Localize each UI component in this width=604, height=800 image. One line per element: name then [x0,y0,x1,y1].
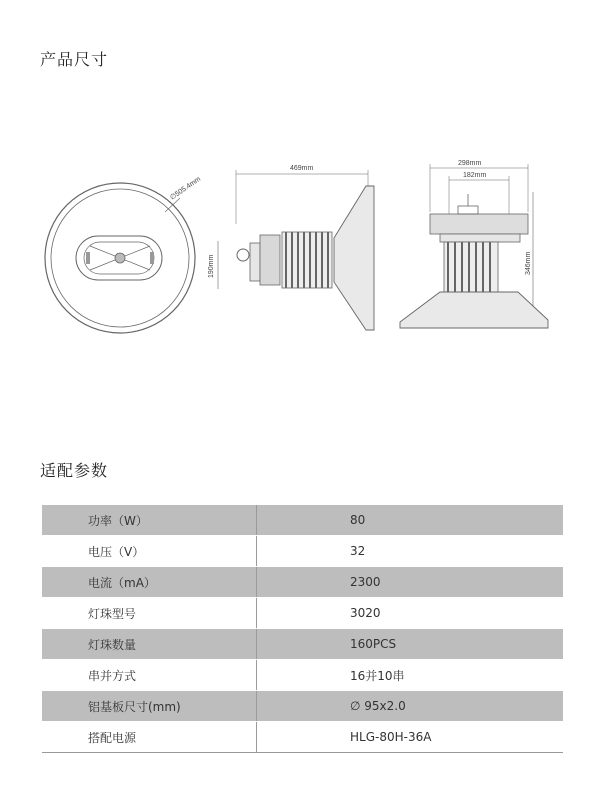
spec-label: 搭配电源 [42,722,257,753]
table-row [42,691,563,722]
adaptation-params-title: 适配参数 [40,461,109,480]
side-width-label: 469mm [290,165,314,172]
table-row [42,598,563,629]
spec-value: 2300 [257,567,564,598]
table-row [42,567,563,598]
total-height-label: 346mm [525,251,532,275]
table-row [42,629,563,660]
spec-value: ∅ 95x2.0 [257,691,564,722]
side-view [218,170,374,330]
spec-label: 铝基板尺寸(mm) [42,691,257,722]
top-width-label: 298mm [458,160,482,167]
table-row [42,505,563,536]
spec-label: 灯珠数量 [42,629,257,660]
side-height-label: 190mm [208,254,215,278]
front-view [45,183,195,333]
spec-value: 3020 [257,598,564,629]
inner-width-label: 182mm [463,172,487,179]
spec-value: 16并10串 [257,660,564,691]
spec-label: 串并方式 [42,660,257,691]
dimension-drawing [0,150,604,350]
table-row [42,722,563,753]
table-row [42,660,563,691]
product-size-title: 产品尺寸 [40,50,109,69]
spec-label: 灯珠型号 [42,598,257,629]
spec-label: 功率（W） [42,505,257,536]
spec-value: 80 [257,505,564,536]
spec-table [42,505,563,753]
spec-label: 电流（mA） [42,567,257,598]
table-row [42,536,563,567]
spec-value: 160PCS [257,629,564,660]
elevation-view [400,164,548,328]
spec-value: HLG-80H-36A [257,722,564,753]
diameter-label: ∅505.4mm [169,175,203,202]
spec-value: 32 [257,536,564,567]
spec-label: 电压（V） [42,536,257,567]
